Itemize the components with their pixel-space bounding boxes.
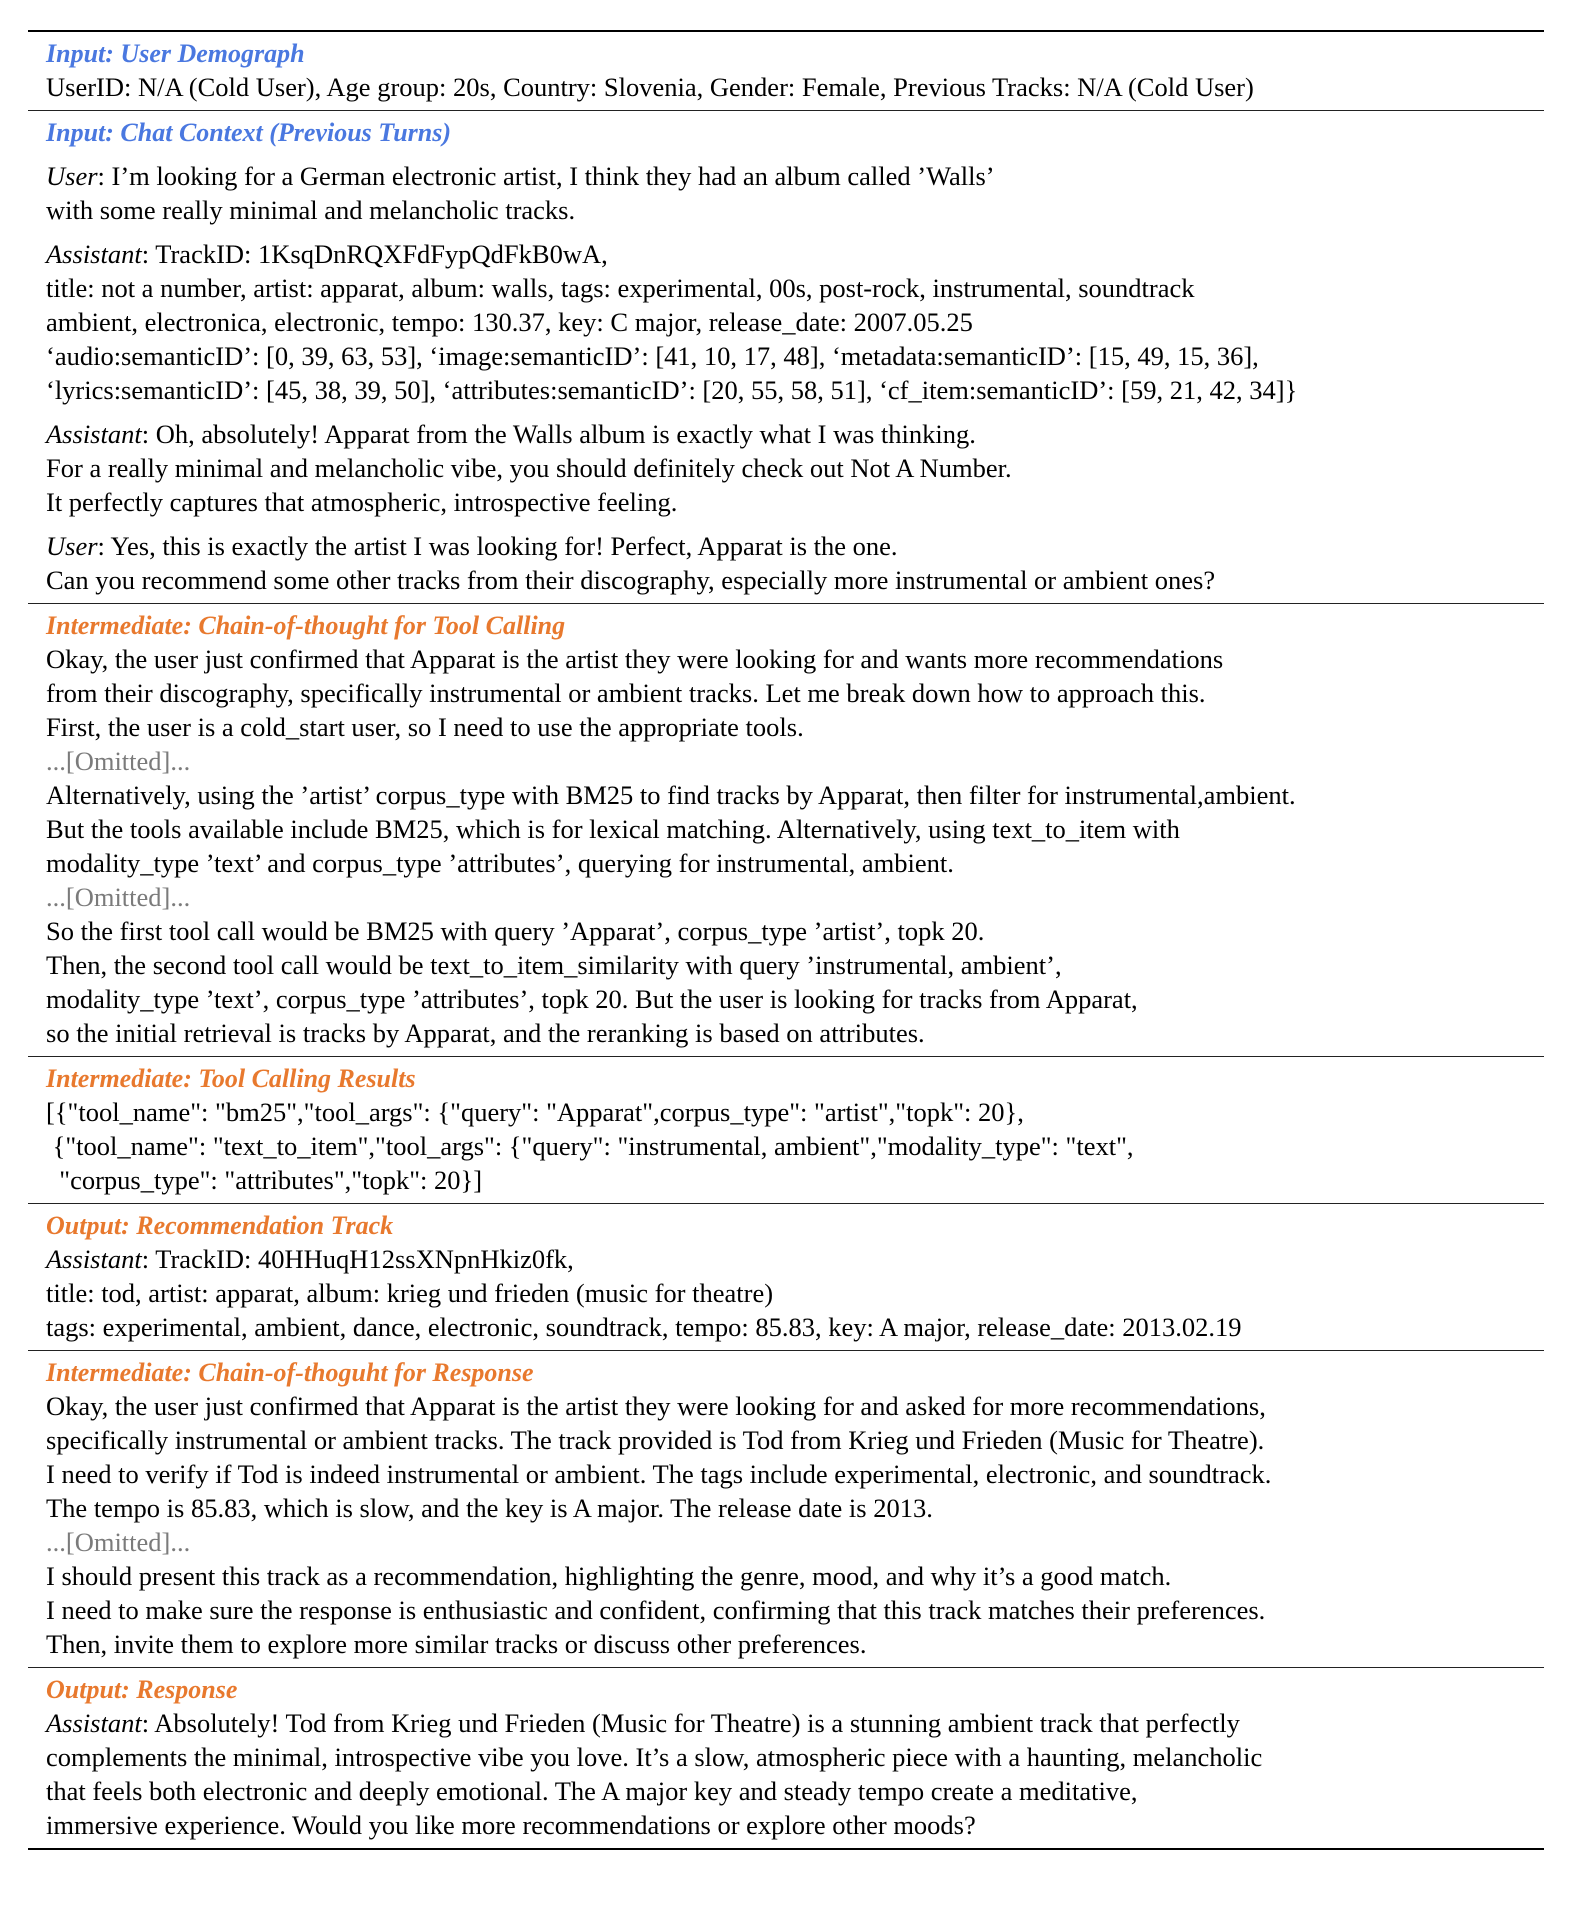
cot-line: Then, the second tool call would be text_to_item_similarity with query ’instrumental, ambient’, [46, 950, 1062, 980]
turn-text: with some really minimal and melancholic tracks. [46, 195, 576, 225]
speaker-label: Assistant [46, 1708, 142, 1738]
turn-text: ‘lyrics:semanticID’: [45, 38, 39, 50], ‘attributes:semanticID’: [20, 55, 58, 51], ‘cf_item:semanticID’: [59, 21, 42, 34]} [46, 375, 1298, 405]
section-user-demograph [28, 32, 1544, 110]
speaker-label: Assistant [46, 239, 142, 269]
chat-turn-user [46, 529, 1534, 597]
response-line: that feels both electronic and deeply emotional. The A major key and steady tempo create a meditative, [46, 1776, 1138, 1806]
section-tool-results [28, 1057, 1544, 1203]
section-title: Intermediate: Tool Calling Results [46, 1064, 416, 1093]
chat-turn-assistant [46, 417, 1534, 519]
response-line: immersive experience. Would you like more recommendations or explore other moods? [46, 1810, 976, 1840]
speaker-label: Assistant [46, 419, 142, 449]
cot-line: Then, invite them to explore more similar tracks or discuss other preferences. [46, 1629, 867, 1659]
cot-line: so the initial retrieval is tracks by Apparat, and the reranking is based on attributes. [46, 1018, 925, 1048]
cot-line: modality_type ’text’ and corpus_type ’attributes’, querying for instrumental, ambient. [46, 848, 954, 878]
demograph-line: UserID: N/A (Cold User), Age group: 20s, Country: Slovenia, Gender: Female, Previous Tracks: N/A (Cold User) [46, 72, 1254, 102]
section-cot-tool-calling [28, 604, 1544, 1056]
turn-text: : Yes, this is exactly the artist I was looking for! Perfect, Apparat is the one. [97, 531, 898, 561]
tool-result-line: "corpus_type": "attributes","topk": 20}] [46, 1165, 483, 1195]
cot-line: First, the user is a cold_start user, so I need to use the appropriate tools. [46, 712, 804, 742]
section-chat-context [28, 111, 1544, 603]
cot-line: So the first tool call would be BM25 with query ’Apparat’, corpus_type ’artist’, topk 20. [46, 916, 985, 946]
example-table [28, 30, 1544, 1850]
turn-text: ambient, electronica, electronic, tempo: 130.37, key: C major, release_date: 2007.05.25 [46, 307, 973, 337]
tool-result-line: {"tool_name": "text_to_item","tool_args": {"query": "instrumental, ambient","modality_type": "text", [46, 1131, 1134, 1161]
speaker-label: User [46, 531, 98, 561]
cot-line: I should present this track as a recommendation, highlighting the genre, mood, and why it’s a good match. [46, 1561, 1172, 1591]
section-title: Input: User Demograph [46, 39, 305, 68]
turn-text: ‘audio:semanticID’: [0, 39, 63, 53], ‘image:semanticID’: [41, 10, 17, 48], ‘metadata:semanticID’: [15, 49, 15, 36], [46, 341, 1259, 371]
cot-line: specifically instrumental or ambient tracks. The track provided is Tod from Krieg und Frieden (Music for Theatre). [46, 1425, 1265, 1455]
cot-line: The tempo is 85.83, which is slow, and the key is A major. The release date is 2013. [46, 1493, 933, 1523]
section-title: Output: Response [46, 1675, 238, 1704]
turn-text: Can you recommend some other tracks from their discography, especially more instrumental or ambient ones? [46, 565, 1216, 595]
speaker-label: User [46, 161, 98, 191]
cot-line: modality_type ’text’, corpus_type ’attributes’, topk 20. But the user is looking for tracks from Apparat, [46, 984, 1138, 1014]
chat-turn-user [46, 159, 1534, 227]
section-cot-response [28, 1351, 1544, 1667]
cot-line: Okay, the user just confirmed that Apparat is the artist they were looking for and asked for more recommendations, [46, 1391, 1266, 1421]
turn-text: : Oh, absolutely! Apparat from the Walls album is exactly what I was thinking. [141, 419, 976, 449]
omitted-marker: ...[Omitted]... [46, 1527, 191, 1557]
omitted-marker: ...[Omitted]... [46, 882, 191, 912]
cot-line: I need to make sure the response is enthusiastic and confident, confirming that this track matches their preferences. [46, 1595, 1266, 1625]
cot-line: I need to verify if Tod is indeed instrumental or ambient. The tags include experimental, electronic, and soundtrack. [46, 1459, 1272, 1489]
omitted-marker: ...[Omitted]... [46, 746, 191, 776]
section-title: Input: Chat Context (Previous Turns) [46, 118, 452, 147]
cot-line: Alternatively, using the ’artist’ corpus_type with BM25 to find tracks by Apparat, then filter for instrumental,ambient. [46, 780, 1296, 810]
track-line: title: tod, artist: apparat, album: krieg und frieden (music for theatre) [46, 1278, 774, 1308]
track-line: : TrackID: 40HHuqH12ssXNpnHkiz0fk, [141, 1244, 574, 1274]
response-line: : Absolutely! Tod from Krieg und Frieden (Music for Theatre) is a stunning ambient track that perfectly [141, 1708, 1240, 1738]
cot-line: Okay, the user just confirmed that Apparat is the artist they were looking for and wants more recommendations [46, 644, 1224, 674]
turn-text: title: not a number, artist: apparat, album: walls, tags: experimental, 00s, post-rock, instrumental, soundtrack [46, 273, 1195, 303]
chat-turn-assistant [46, 237, 1534, 407]
cot-line: But the tools available include BM25, which is for lexical matching. Alternatively, using text_to_item with [46, 814, 1180, 844]
response-line: complements the minimal, introspective vibe you love. It’s a slow, atmospheric piece with a haunting, melancholic [46, 1742, 1263, 1772]
section-output-response [28, 1668, 1544, 1848]
cot-line: from their discography, specifically instrumental or ambient tracks. Let me break down how to approach this. [46, 678, 1206, 708]
track-line: tags: experimental, ambient, dance, electronic, soundtrack, tempo: 85.83, key: A major, release_date: 2013.02.19 [46, 1312, 1242, 1342]
turn-text: For a really minimal and melancholic vibe, you should definitely check out Not A Number. [46, 453, 1012, 483]
section-title: Intermediate: Chain-of-thought for Tool Calling [46, 611, 566, 640]
section-recommendation-track [28, 1204, 1544, 1350]
section-title: Output: Recommendation Track [46, 1211, 394, 1240]
turn-text: : TrackID: 1KsqDnRQXFdFypQdFkB0wA, [141, 239, 608, 269]
speaker-label: Assistant [46, 1244, 142, 1274]
turn-text: : I’m looking for a German electronic artist, I think they had an album called ’Walls’ [97, 161, 995, 191]
turn-text: It perfectly captures that atmospheric, introspective feeling. [46, 487, 678, 517]
tool-result-line: [{"tool_name": "bm25","tool_args": {"query": "Apparat",corpus_type": "artist","topk": 20}, [46, 1097, 1024, 1127]
section-title: Intermediate: Chain-of-thoguht for Response [46, 1358, 534, 1387]
bottom-rule [28, 1848, 1544, 1850]
